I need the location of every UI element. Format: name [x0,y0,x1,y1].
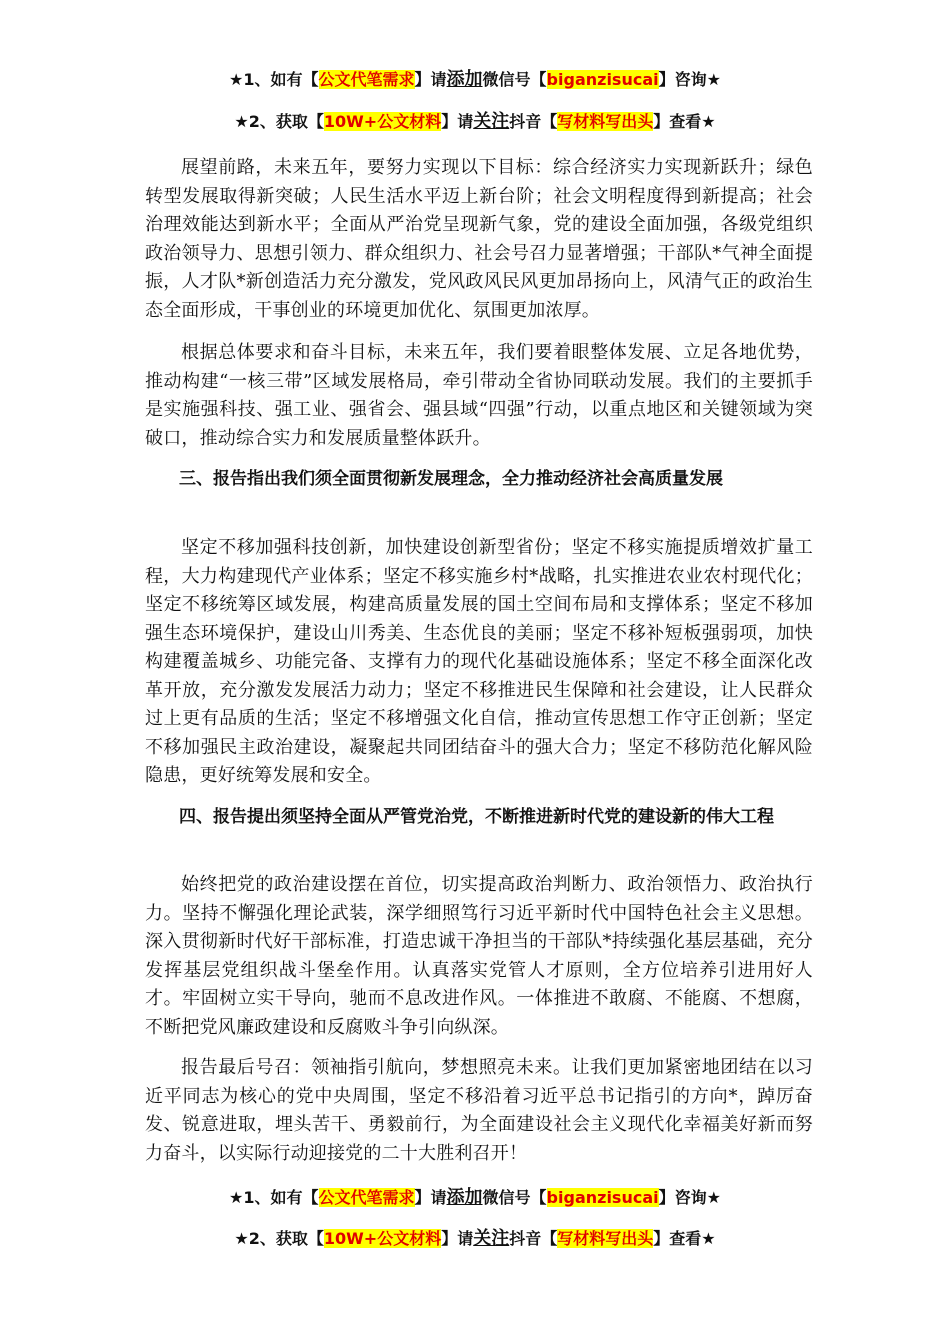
ad2-mid1: 】请 [441,112,474,131]
heading-section-3: 三、报告指出我们须全面贯彻新发展理念，全力推动经济社会高质量发展 [179,469,723,489]
ad1-mid1: 】请 [414,70,447,89]
paragraph-development: 坚定不移加强科技创新，加快建设创新型省份；坚定不移实施提质增效扩量工程，大力构建现代产业体系；坚定不移实施乡村*战略，扎实推进农业农村现代化；坚定不移统筹区域发展，构建高质量发展的国土空间布局和支撑体系；坚定不移加强生态环境保护，建设山川秀美、生态优良的美丽；坚定不移补短板强弱项，加快构建覆盖城乡、功能完备、支撑有力的现代化基础设施体系；坚定不移全面深化改革开放，充分激发发展活力动力；坚定不移推进民生保障和社会建设，让人民群众过上更有品质的生活；坚定不移增强文化自信，推动宣传思想工作守正创新；坚定不移加强民主政治建设，凝聚起共同团结奋斗的强大合力；坚定不移防范化解风险隐患，更好统筹发展和安全。 [145,537,813,786]
ad1-underline: 添加 [446,69,483,90]
ad1-prefix: ★1、如有【 [229,70,319,89]
ad1b-suffix: 】咨询★ [658,1188,721,1207]
ad1-highlight-wechat: biganzisucai [546,70,659,89]
ad-line-2 [0,110,950,134]
ad1-suffix: 】咨询★ [658,70,721,89]
ad2-highlight-materials: 10W+公文材料 [323,112,442,131]
ad-line-1 [0,68,950,92]
paragraph-goals: 展望前路，未来五年，要努力实现以下目标：综合经济实力实现新跃升；绿色转型发展取得新突破；人民生活水平迈上新台阶；社会文明程度得到新提高；社会治理效能达到新水平；全面从严治党呈现新气象，党的建设全面加强，各级党组织政治领导力、思想引领力、群众组织力、社会号召力显著增强；干部队*气神全面提振，人才队*新创造活力充分激发，党风政风民风更加昂扬向上，风清气正的政治生态全面形成，干事创业的环境更加优化、氛围更加浓厚。 [145,157,813,321]
ad1-mid2: 微信号【 [482,70,547,89]
paragraph-strategy: 根据总体要求和奋斗目标，未来五年，我们要着眼整体发展、立足各地优势，推动构建“一核三带”区域发展格局，牵引带动全省协同联动发展。我们的主要抓手是实施强科技、强工业、强省会、强县域“四强”行动，以重点地区和关键领域为突破口，推动综合实力和发展质量整体跃升。 [145,342,813,449]
ad2-suffix: 】查看★ [653,112,716,131]
ad1-highlight-service: 公文代笔需求 [318,70,415,89]
paragraph-party-building: 始终把党的政治建设摆在首位，切实提高政治判断力、政治领悟力、政治执行力。坚持不懈强化理论武装，深学细照笃行习近平新时代中国特色社会主义思想。深入贯彻新时代好干部标准，打造忠诚干净担当的干部队*持续强化基层基础，充分发挥基层党组织战斗堡垒作用。认真落实党管人才原则，全方位培养引进用好人才。牢固树立实干导向，驰而不息改进作风。一体推进不敢腐、不能腐、不想腐，不断把党风廉政建设和反腐败斗争引向纵深。 [145,874,813,1038]
ad-line-2-bottom [0,1227,950,1251]
ad2b-highlight-materials: 10W+公文材料 [323,1229,442,1248]
ad2b-prefix: ★2、获取【 [234,1229,324,1248]
ad1b-mid2: 微信号【 [482,1188,547,1207]
ad-line-1-bottom [0,1186,950,1210]
ad1b-prefix: ★1、如有【 [229,1188,319,1207]
ad2-prefix: ★2、获取【 [234,112,324,131]
ad2-underline: 关注 [473,111,510,132]
ad2b-mid2: 抖音【 [509,1229,558,1248]
ad2-mid2: 抖音【 [509,112,558,131]
ad1b-highlight-service: 公文代笔需求 [318,1188,415,1207]
ad1b-highlight-wechat: biganzisucai [546,1188,659,1207]
ad2-highlight-douyin: 写材料写出头 [557,112,654,131]
ad2b-suffix: 】查看★ [653,1229,716,1248]
heading-section-4: 四、报告提出须坚持全面从严管党治党，不断推进新时代党的建设新的伟大工程 [179,807,774,827]
ad1b-underline: 添加 [446,1187,483,1208]
ad1b-mid1: 】请 [414,1188,447,1207]
ad2b-underline: 关注 [473,1228,510,1249]
ad2b-highlight-douyin: 写材料写出头 [557,1229,654,1248]
paragraph-conclusion: 报告最后号召：领袖指引航向，梦想照亮未来。让我们更加紧密地团结在以习近平同志为核心的党中央周围，坚定不移沿着习近平总书记指引的方向*，踔厉奋发、锐意进取，埋头苦干、勇毅前行，为全面建设社会主义现代化幸福美好新而努力奋斗，以实际行动迎接党的二十大胜利召开！ [145,1057,813,1164]
ad2b-mid1: 】请 [441,1229,474,1248]
